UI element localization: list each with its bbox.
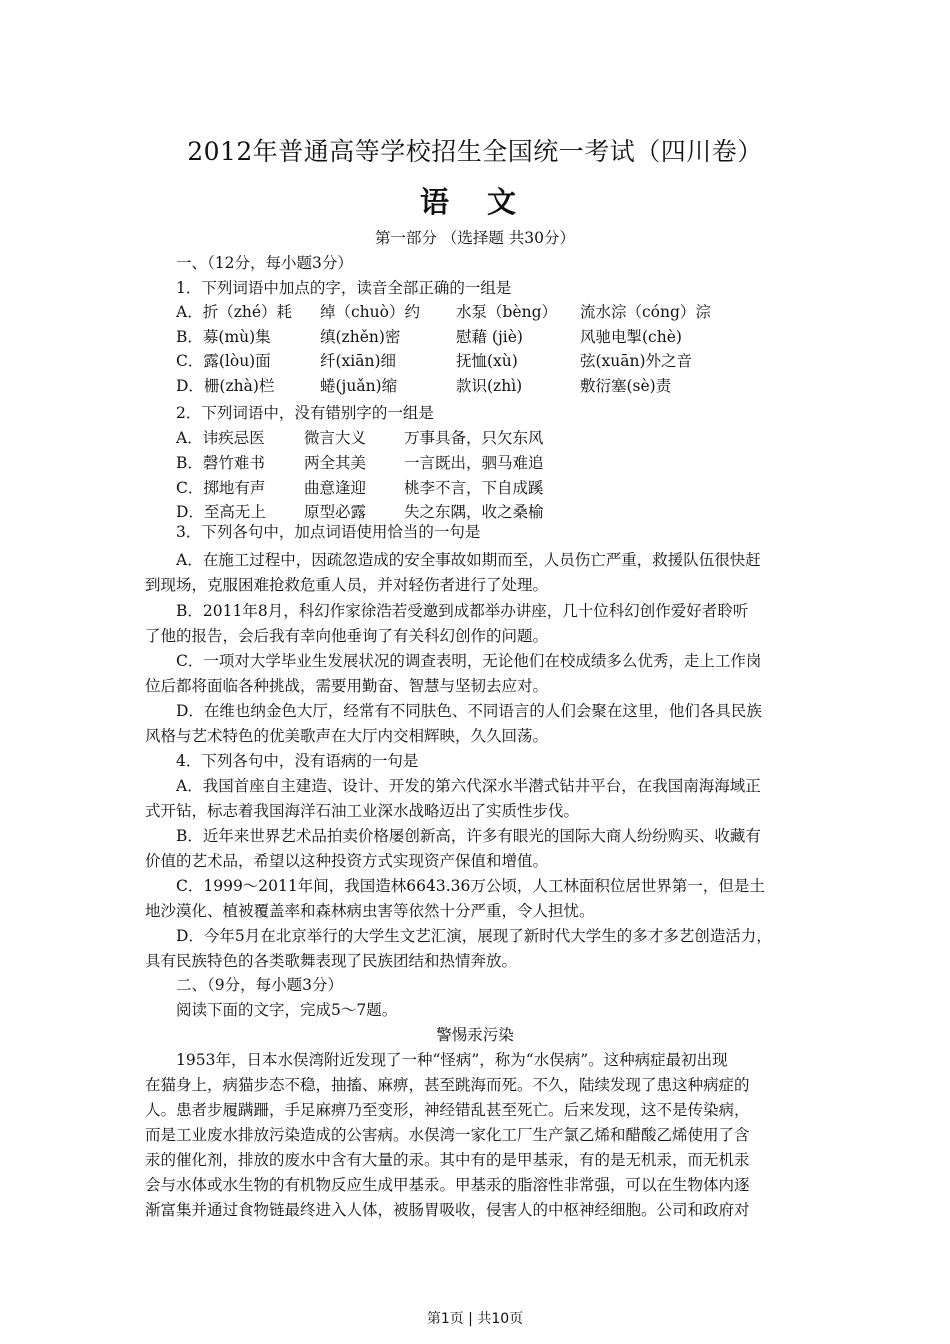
q2-option-cell: 两全其美 (304, 454, 367, 472)
passage-line: 在猫身上，病猫步态不稳，抽搐、麻痹，甚至跳海而死。不久，陆续发现了患这种病症的 (145, 1076, 750, 1094)
q1-option-cell: 弦(xuān)外之音 (580, 352, 693, 370)
q1-option-cell: A．折（zhé）耗 (176, 303, 293, 321)
q2-option-cell: 一言既出，驷马难追 (404, 454, 544, 472)
page-footer: 第1页 | 共10页 (426, 1311, 524, 1327)
q2-option-cell: C．掷地有声 (176, 479, 266, 497)
q1-option-cell: D．栅(zhà)栏 (176, 377, 275, 395)
part1-heading: 第一部分 （选择题 共30分） (374, 229, 576, 247)
q1-stem: 1．下列词语中加点的字，读音全部正确的一组是 (176, 279, 512, 297)
q2-option-cell: D．至高无上 (176, 503, 266, 521)
passage-line: 而是工业废水排放污染造成的公害病。水俣湾一家化工厂生产氯乙烯和醋酸乙烯使用了含 (145, 1126, 750, 1144)
q1-option-cell: 缜(zhěn)密 (320, 328, 401, 346)
q4-text-line: D．今年5月在北京举行的大学生文艺汇演，展现了新时代大学生的多才多艺创造活力， (176, 927, 772, 945)
q1-option-cell: 蜷(juǎn)缩 (320, 377, 398, 395)
q4-text-line: A．我国首座自主建造、设计、开发的第六代深水半潜式钻井平台，在我国南海海域正 (176, 777, 761, 795)
q2-option-cell: 桃李不言，下自成蹊 (404, 479, 544, 497)
q2-option-cell: 万事具备，只欠东风 (404, 429, 544, 447)
passage-line: 会与水体或水生物的有机物反应生成甲基汞。甲基汞的脂溶性非常强，可以在生物体内逐 (145, 1176, 750, 1194)
q3-text-line: 了他的报告，会后我有幸向他垂询了有关科幻创作的问题。 (145, 627, 549, 645)
subject-title: 语 文 (419, 185, 531, 219)
q4-text-line: 价值的艺术品，希望以这种投资方式实现资产保值和增值。 (145, 852, 549, 870)
q3-text-line: 到现场，克服困难抢救危重人员，并对轻伤者进行了处理。 (145, 576, 549, 594)
q3-text-line: C．一项对大学毕业生发展状况的调查表明，无论他们在校成绩多么优秀，走上工作岗 (176, 652, 762, 670)
q2-option-cell: B．磬竹难书 (176, 454, 265, 472)
q1-option-cell: 流水淙（cóng）淙 (580, 303, 711, 321)
q1-option-cell: 款识(zhì) (456, 377, 523, 395)
q3-text-line: 风格与艺术特色的优美歌声在大厅内交相辉映，久久回荡。 (145, 727, 549, 745)
passage-line: 汞的催化剂，排放的废水中含有大量的汞。其中有的是甲基汞，有的是无机汞，而无机汞 (145, 1151, 750, 1169)
q3-text-line: B．2011年8月，科幻作家徐浩若受邀到成都举办讲座，几十位科幻创作爱好者聆听 (176, 602, 749, 620)
q4-text-line: C．1999～2011年间，我国造林6643.36万公顷，人工林面积位居世界第一，但是土 (176, 877, 765, 895)
passage-line: 1953年，日本水俣湾附近发现了一种“怪病”，称为“水俣病”。这种病症最初出现 (176, 1051, 728, 1069)
q1-option-cell: C．露(lòu)面 (176, 352, 271, 370)
passage-title: 警惕汞污染 (436, 1026, 514, 1044)
q2-stem: 2．下列词语中，没有错别字的一组是 (176, 404, 434, 422)
passage-line: 渐富集并通过食物链最终进入人体，被肠胃吸收，侵害人的中枢神经细胞。公司和政府对 (145, 1201, 750, 1219)
q4-text-line: 地沙漠化、植被覆盖率和森林病虫害等依然十分严重，令人担忧。 (145, 902, 595, 920)
q2-option-cell: 原型必露 (304, 503, 367, 521)
exam-title: 2012年普通高等学校招生全国统一考试（四川卷） (187, 137, 763, 166)
q1-option-cell: 敷衍塞(sè)责 (580, 377, 672, 395)
q4-stem: 4．下列各句中，没有语病的一句是 (176, 752, 419, 770)
passage-line: 人。患者步履蹒跚，手足麻痹乃至变形，神经错乱甚至死亡。后来发现，这不是传染病， (145, 1101, 750, 1119)
q1-option-cell: 纤(xiān)细 (320, 352, 397, 370)
q2-option-cell: 微言大义 (304, 429, 367, 447)
q1-option-cell: 水泵（bèng） (456, 303, 558, 321)
q1-option-cell: 抚恤(xù) (456, 352, 518, 370)
section2-heading: 二、（9分，每小题3分） (176, 976, 343, 994)
q3-text-line: A．在施工过程中，因疏忽造成的安全事故如期而至，人员伤亡严重，救援队伍很快赶 (176, 551, 761, 569)
q1-option-cell: 绰（chuò）约 (320, 303, 420, 321)
section1-heading: 一、（12分，每小题3分） (176, 254, 353, 272)
section2-instruction: 阅读下面的文字，完成5～7题。 (176, 1001, 398, 1019)
q3-text-line: D．在维也纳金色大厅，经常有不同肤色、不同语言的人们会聚在这里，他们各具民族 (176, 702, 762, 720)
q1-option-cell: B．募(mù)集 (176, 328, 271, 346)
q3-text-line: 位后都将面临各种挑战，需要用勤奋、智慧与坚韧去应对。 (145, 677, 549, 695)
q3-stem: 3．下列各句中，加点词语使用恰当的一句是 (176, 523, 481, 541)
q1-option-cell: 风驰电掣(chè) (580, 328, 682, 346)
q4-text-line: 式开钻，标志着我国海洋石油工业深水战略迈出了实质性步伐。 (145, 802, 580, 820)
q2-option-cell: 曲意逢迎 (304, 479, 367, 497)
q1-option-cell: 慰藉 (jiè) (456, 328, 523, 346)
q4-text-line: 具有民族特色的各类歌舞表现了民族团结和热情奔放。 (145, 952, 518, 970)
q2-option-cell: A．讳疾忌医 (176, 429, 265, 447)
q4-text-line: B．近年来世界艺术品拍卖价格屡创新高，许多有眼光的国际大商人纷纷购买、收藏有 (176, 827, 761, 845)
q2-option-cell: 失之东隅，收之桑榆 (404, 503, 544, 521)
